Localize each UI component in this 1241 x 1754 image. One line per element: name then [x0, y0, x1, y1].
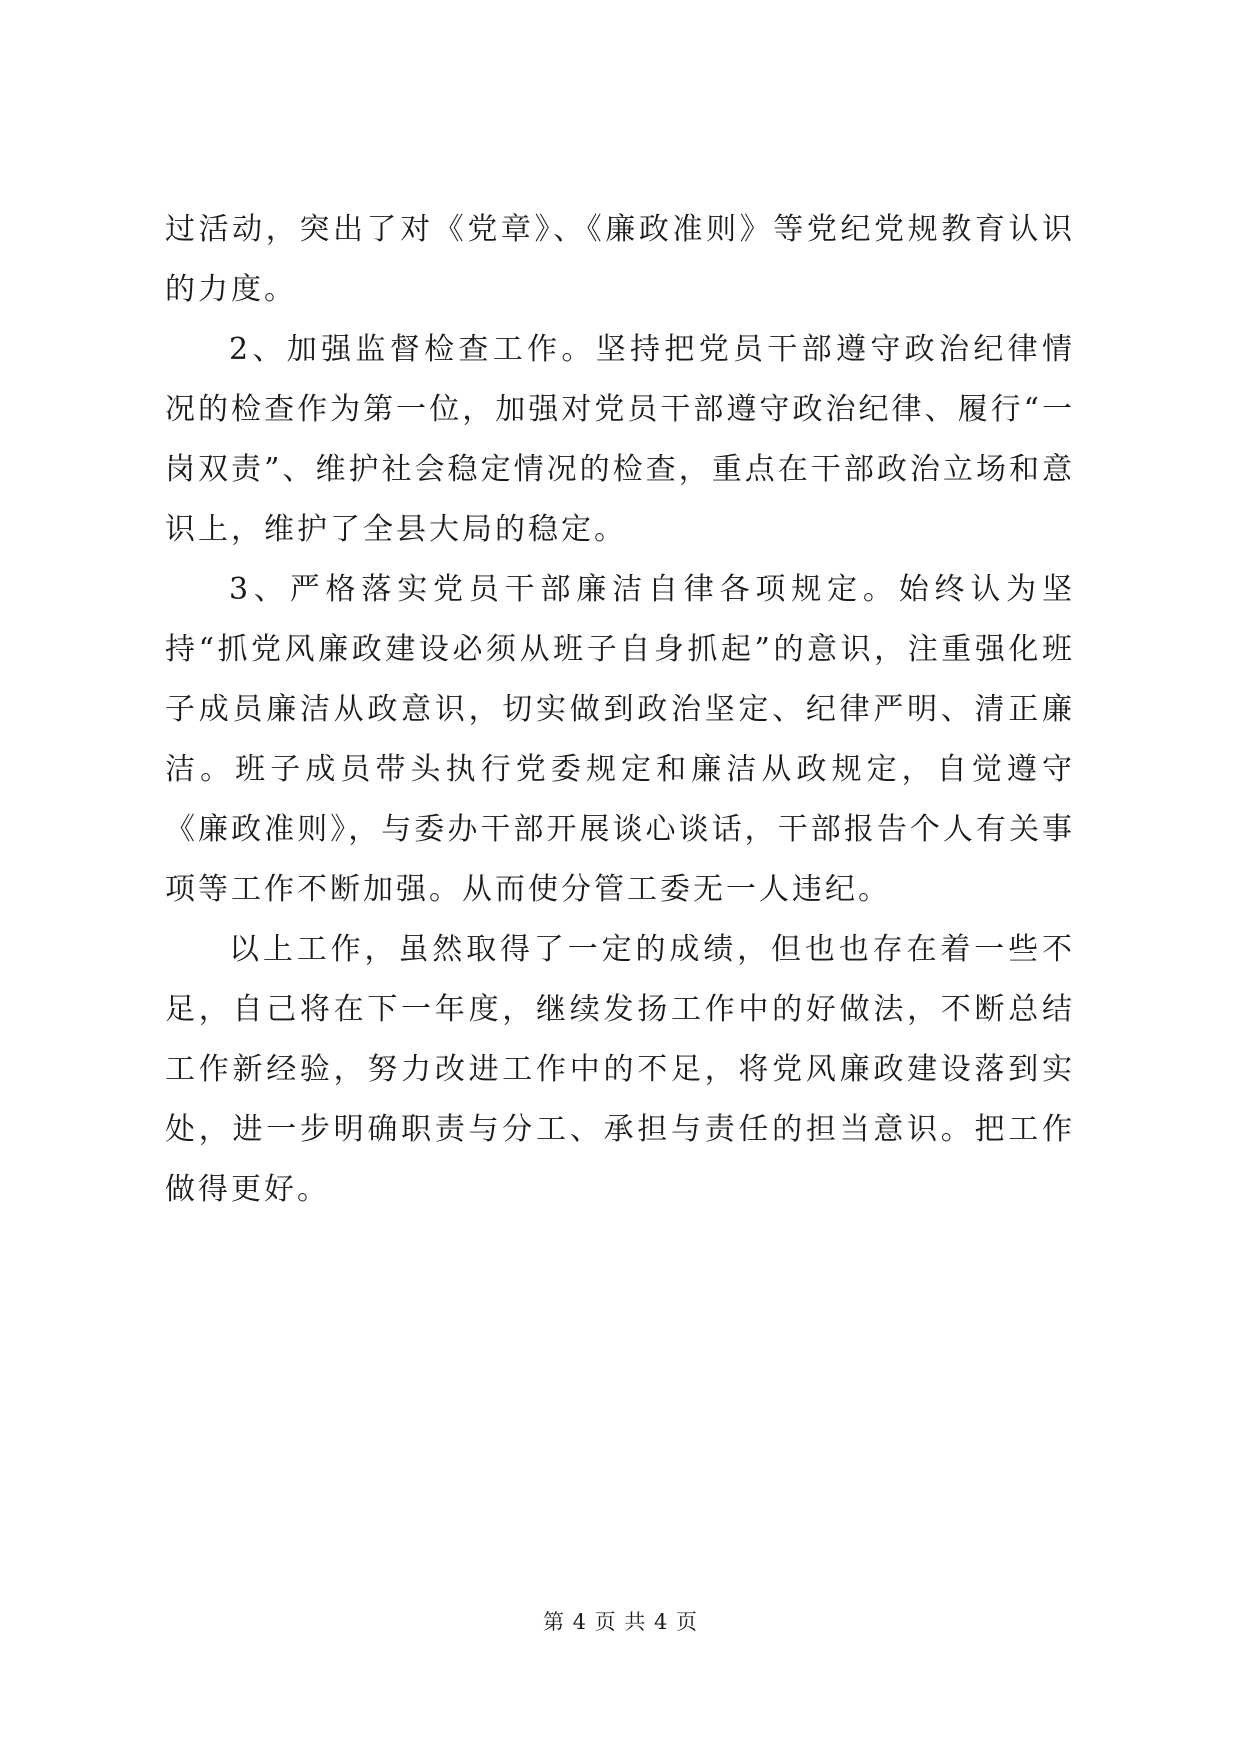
paragraph-item-3: 3、严格落实党员干部廉洁自律各项规定。始终认为坚持“抓党风廉政建设必须从班子自身抓起”的意识，注重强化班子成员廉洁从政意识，切实做到政治坚定、纪律严明、清正廉洁。班子成员带头执行党委规定和廉洁从政规定，自觉遵守《廉政准则》，与委办干部开展谈心谈话，干部报告个人有关事项等工作不断加强。从而使分管工委无一人违纪。 [165, 572, 1075, 907]
page-number-footer: 第 4 页 共 4 页 [542, 1610, 699, 1634]
document-body [165, 200, 1075, 1220]
paragraph-conclusion: 以上工作，虽然取得了一定的成绩，但也也存在着一些不足，自己将在下一年度，继续发扬工作中的好做法，不断总结工作新经验，努力改进工作中的不足，将党风廉政建设落到实处，进一步明确职责与分工、承担与责任的担当意识。把工作做得更好。 [165, 932, 1075, 1207]
paragraph-continuation: 过活动，突出了对《党章》、《廉政准则》等党纪党规教育认识的力度。 [165, 212, 1075, 307]
paragraph-item-2: 2、加强监督检查工作。坚持把党员干部遵守政治纪律情况的检查作为第一位，加强对党员干部遵守政治纪律、履行“一岗双责”、维护社会稳定情况的检查，重点在干部政治立场和意识上，维护了全县大局的稳定。 [165, 332, 1075, 547]
